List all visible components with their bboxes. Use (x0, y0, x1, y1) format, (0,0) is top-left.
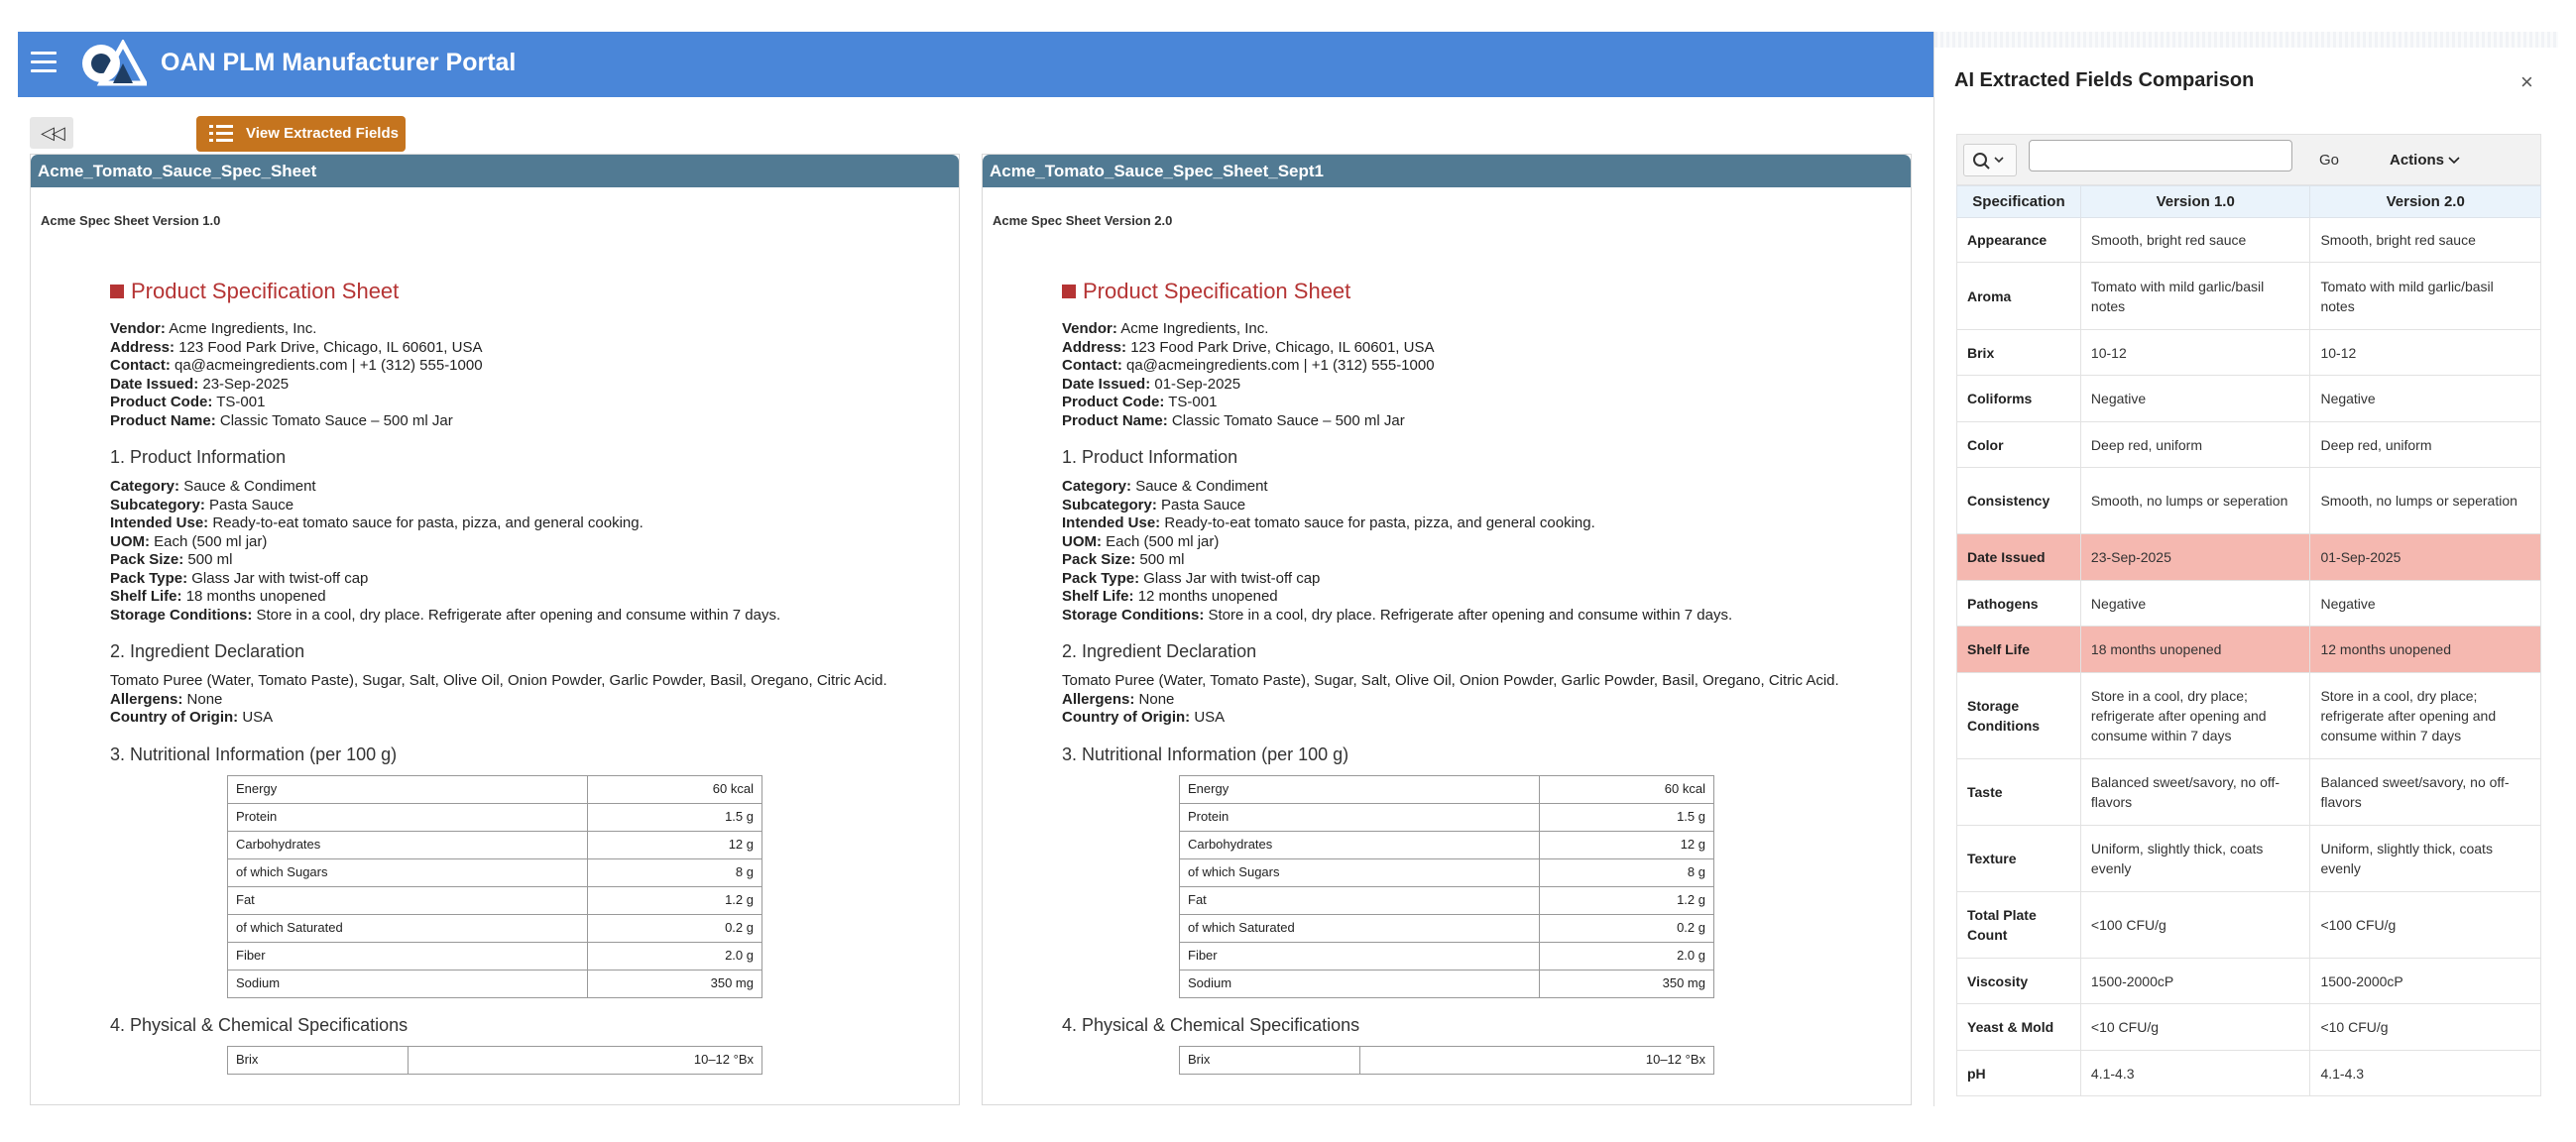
table-row: of which Saturated 0.2 g (228, 914, 762, 942)
table-row[interactable]: Total Plate Count <100 CFU/g <100 CFU/g (1957, 892, 2541, 959)
panel-toolbar (1956, 134, 2541, 185)
table-row[interactable]: Aroma Tomato with mild garlic/basil notes Tomato with mild garlic/basil notes (1957, 263, 2541, 330)
table-row[interactable]: Consistency Smooth, no lumps or seperation Smooth, no lumps or seperation (1957, 468, 2541, 534)
nutrition-table (1179, 775, 1714, 998)
table-row-changed[interactable]: Shelf Life 18 months unopened 12 months unopened (1957, 627, 2541, 673)
table-row: Brix 10–12 °Bx (1180, 1046, 1714, 1074)
doc-body: Product Specification Sheet Vendor: Acme Ingredients, Inc. Address: 123 Food Park Drive, Chicago, IL 60601, USA Contact: qa@acmeingredients.com | +1 (312) 555-1000 Date Issued: 23-Sep-2025 Product Code: TS-001 Product Name: Classic Tomato Sauce – 500 ml Jar 1. Product Information Category: Sauce & Condiment Subcategory: Pasta Sauce Intended Use: Ready-to-eat tomato sauce for pasta, pizza, and general cooking. UOM: Each (500 ml jar) Pack Size: 500 ml Pack Type: Glass Jar with twist-off cap Shelf Life: 18 months unopened Storage Conditions: Store in a cool, dry place. Refrigerate after opening and consume within 7 days. 2. Ingredient Declaration Tomato Puree (Water, Tomato Paste), Sugar, Salt, Olive Oil, Onion Powder, Garlic Powder, Basil, Oregano, Citric Acid. Allergens: None Country of Origin: USA 3. Nutritional Information (per 100 g) Energy 60 kcal Protein 1.5 g Carbohydrates 12 g of which Sugars 8 g Fat 1.2 g of which Saturated 0.2 g Fiber 2.0 g Sodium 350 mg 4. Physical & Chemical Specifications Brix 10–12 °Bx (110, 279, 903, 1075)
table-row: of which Sugars 8 g (1180, 858, 1714, 886)
table-header-row (1957, 186, 2541, 218)
ai-comparison-panel (1933, 32, 2558, 1106)
table-row-changed[interactable]: Date Issued 23-Sep-2025 01-Sep-2025 (1957, 534, 2541, 581)
section-heading: 1. Product Information (110, 447, 287, 467)
search-input[interactable] (2029, 140, 2292, 171)
physical-table (227, 1046, 762, 1075)
section-heading: 3. Nutritional Information (per 100 g) (110, 743, 398, 764)
col-header-spec[interactable]: Specification (1957, 186, 2081, 218)
oan-logo-icon (79, 40, 147, 87)
table-row: Sodium 350 mg (228, 970, 762, 997)
table-row[interactable]: Coliforms Negative Negative (1957, 376, 2541, 422)
bullet-square-icon (1062, 285, 1076, 298)
panel-top-strip (1934, 32, 2558, 48)
table-row: Protein 1.5 g (228, 803, 762, 831)
table-row: Brix 10–12 °Bx (228, 1046, 762, 1074)
table-row: Fiber 2.0 g (1180, 942, 1714, 970)
table-row[interactable]: Brix 10-12 10-12 (1957, 330, 2541, 376)
table-row: Carbohydrates 12 g (1180, 831, 1714, 858)
table-row[interactable]: pH 4.1-4.3 4.1-4.3 (1957, 1051, 2541, 1096)
table-row: Protein 1.5 g (1180, 803, 1714, 831)
section-heading: 4. Physical & Chemical Specifications (1062, 1014, 1360, 1035)
search-options-button[interactable] (1963, 144, 2017, 176)
shelf-life: 12 months unopened (1137, 588, 1278, 605)
table-row: Fat 1.2 g (228, 886, 762, 914)
doc-header: Acme_Tomato_Sauce_Spec_Sheet (31, 155, 959, 187)
section-heading: 4. Physical & Chemical Specifications (110, 1014, 409, 1035)
collapse-panel-button[interactable]: ◁◁ (30, 117, 73, 149)
table-row[interactable]: Storage Conditions Store in a cool, dry place; refrigerate after opening and consume within 7 days Store in a cool, dry place; refrigerate after opening and consume within 7 days (1957, 673, 2541, 759)
app-title: OAN PLM Manufacturer Portal (161, 49, 517, 76)
list-icon (209, 125, 233, 143)
col-header-v2[interactable]: Version 2.0 (2310, 186, 2541, 218)
table-row: of which Saturated 0.2 g (1180, 914, 1714, 942)
section-heading: 3. Nutritional Information (per 100 g) (1062, 743, 1349, 764)
table-row[interactable]: Taste Balanced sweet/savory, no off-flavors Balanced sweet/savory, no off-flavors (1957, 759, 2541, 826)
view-extracted-fields-label: View Extracted Fields (246, 125, 399, 142)
doc-version-label: Acme Spec Sheet Version 1.0 (41, 213, 221, 228)
close-icon[interactable]: × (2520, 69, 2533, 94)
comparison-table (1956, 185, 2541, 1096)
table-row: of which Sugars 8 g (228, 858, 762, 886)
doc-version-label: Acme Spec Sheet Version 2.0 (993, 213, 1173, 228)
top-app-bar (18, 32, 1933, 97)
date-issued: 23-Sep-2025 (202, 375, 290, 393)
table-row[interactable]: Yeast & Mold <10 CFU/g <10 CFU/g (1957, 1004, 2541, 1051)
sheet-title (110, 279, 903, 304)
table-row[interactable]: Viscosity 1500-2000cP 1500-2000cP (1957, 959, 2541, 1004)
section-heading: 1. Product Information (1062, 447, 1238, 467)
doc-viewer-v2[interactable] (982, 154, 1912, 1105)
table-row: Energy 60 kcal (228, 775, 762, 803)
section-heading: 2. Ingredient Declaration (110, 641, 305, 661)
actions-label: Actions (2390, 152, 2445, 169)
hamburger-menu-icon[interactable] (31, 52, 57, 73)
search-icon (1972, 152, 2006, 170)
table-row[interactable]: Color Deep red, uniform Deep red, uniform (1957, 422, 2541, 468)
doc-viewer-v1[interactable] (30, 154, 960, 1105)
doc-body: Product Specification Sheet Vendor: Acme Ingredients, Inc. Address: 123 Food Park Drive, Chicago, IL 60601, USA Contact: qa@acmeingredients.com | +1 (312) 555-1000 Date Issued: 01-Sep-2025 Product Code: TS-001 Product Name: Classic Tomato Sauce – 500 ml Jar 1. Product Information Category: Sauce & Condiment Subcategory: Pasta Sauce Intended Use: Ready-to-eat tomato sauce for pasta, pizza, and general cooking. UOM: Each (500 ml jar) Pack Size: 500 ml Pack Type: Glass Jar with twist-off cap Shelf Life: 12 months unopened Storage Conditions: Store in a cool, dry place. Refrigerate after opening and consume within 7 days. 2. Ingredient Declaration Tomato Puree (Water, Tomato Paste), Sugar, Salt, Olive Oil, Onion Powder, Garlic Powder, Basil, Oregano, Citric Acid. Allergens: None Country of Origin: USA 3. Nutritional Information (per 100 g) Energy 60 kcal Protein 1.5 g Carbohydrates 12 g of which Sugars 8 g Fat 1.2 g of which Saturated 0.2 g Fiber 2.0 g Sodium 350 mg 4. Physical & Chemical Specifications Brix 10–12 °Bx (1062, 279, 1855, 1075)
table-row: Fat 1.2 g (1180, 886, 1714, 914)
view-extracted-fields-button[interactable] (196, 116, 406, 152)
table-row[interactable]: Pathogens Negative Negative (1957, 581, 2541, 627)
sheet-title-text: Product Specification Sheet (131, 279, 400, 303)
section-heading: 2. Ingredient Declaration (1062, 641, 1257, 661)
table-row: Energy 60 kcal (1180, 775, 1714, 803)
table-row: Carbohydrates 12 g (228, 831, 762, 858)
table-row[interactable]: Appearance Smooth, bright red sauce Smooth, bright red sauce (1957, 218, 2541, 263)
sheet-title-text: Product Specification Sheet (1083, 279, 1351, 303)
sheet-title (1062, 279, 1855, 304)
table-row: Fiber 2.0 g (228, 942, 762, 970)
shelf-life: 18 months unopened (185, 588, 326, 605)
nutrition-table (227, 775, 762, 998)
bullet-square-icon (110, 285, 124, 298)
go-button[interactable]: Go (2319, 152, 2340, 169)
chevron-down-icon (2448, 157, 2460, 165)
table-row[interactable]: Texture Uniform, slightly thick, coats evenly Uniform, slightly thick, coats evenly (1957, 826, 2541, 892)
table-row: Sodium 350 mg (1180, 970, 1714, 997)
panel-title: AI Extracted Fields Comparison (1954, 69, 2255, 91)
physical-table (1179, 1046, 1714, 1075)
date-issued: 01-Sep-2025 (1154, 375, 1241, 393)
col-header-v1[interactable]: Version 1.0 (2080, 186, 2310, 218)
doc-header: Acme_Tomato_Sauce_Spec_Sheet_Sept1 (983, 155, 1911, 187)
actions-menu-button[interactable] (2390, 152, 2460, 169)
